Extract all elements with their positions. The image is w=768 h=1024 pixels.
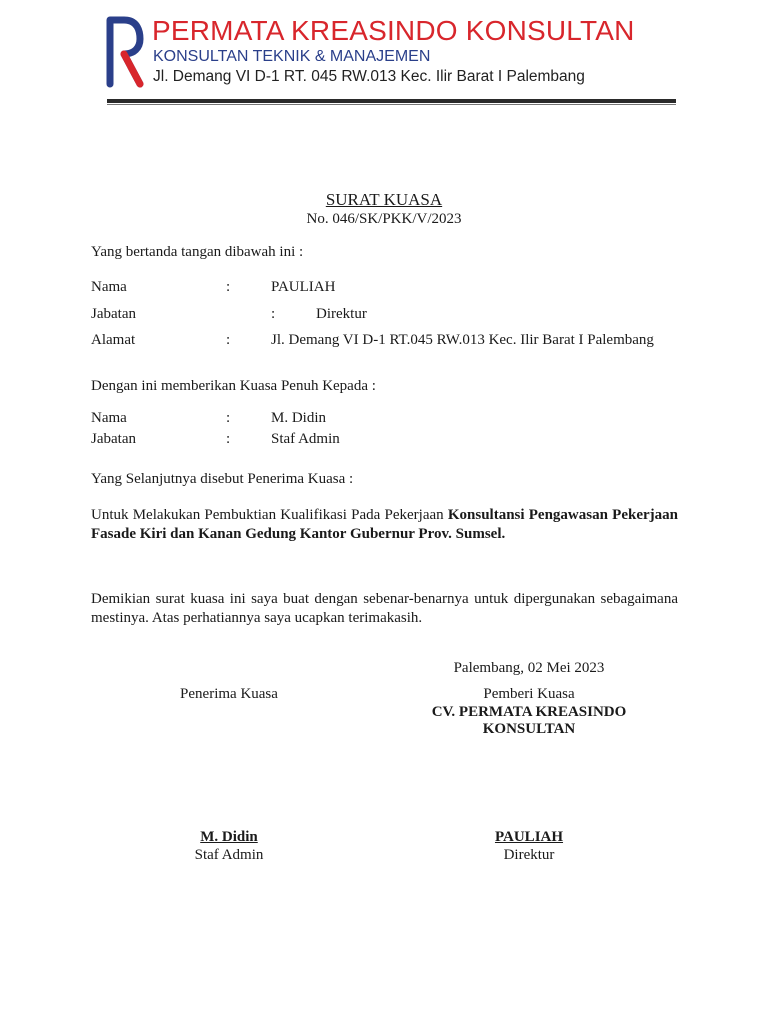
grantor-position-colon: :	[271, 306, 276, 322]
grantor-address-label: Alamat	[91, 332, 136, 348]
grantee-name-value: M. Didin	[271, 410, 327, 426]
grant-statement: Dengan ini memberikan Kuasa Penuh Kepada :	[91, 378, 376, 394]
place-date: Palembang, 02 Mei 2023	[453, 660, 605, 676]
grantor-name-value: PAULIAH	[271, 279, 336, 295]
grantee-position-colon: :	[226, 431, 231, 447]
letterhead-divider-thin	[107, 104, 676, 105]
grantor-position-label: Jabatan	[91, 306, 136, 322]
grantee-note: Yang Selanjutnya disebut Penerima Kuasa :	[91, 471, 354, 487]
receiver-signatory-name: M. Didin	[200, 829, 258, 845]
closing-paragraph: Demikian surat kuasa ini saya buat dengan sebenar-benarnya untuk dipergunakan sebagaimana mestinya. Atas perhatiannya saya ucapkan terimakasih.	[91, 591, 678, 626]
document-title: SURAT KUASA	[325, 190, 443, 209]
grantor-position-value: Direktur	[316, 306, 367, 322]
receiver-heading: Penerima Kuasa	[180, 686, 278, 702]
giver-signatory-name: PAULIAH	[494, 829, 564, 845]
company-logo	[104, 12, 144, 88]
grantee-position-label: Jabatan	[91, 431, 136, 447]
grantee-name-colon: :	[226, 410, 231, 426]
giver-heading: Pemberi Kuasa	[483, 686, 575, 702]
grantee-name-label: Nama	[91, 410, 127, 426]
company-subtitle: KONSULTAN TEKNIK & MANAJEMEN	[153, 48, 431, 65]
giver-company-line2: KONSULTAN	[482, 721, 576, 737]
grantor-name-colon: :	[226, 279, 231, 295]
letterhead-divider	[107, 99, 676, 103]
giver-company-line1: CV. PERMATA KREASINDO	[431, 704, 627, 720]
purpose-project: Konsultansi Pengawasan Pekerjaan Fasade Kiri dan Kanan Gedung Kantor Gubernur Prov. Sumsel.	[91, 507, 678, 542]
grantor-address-value: Jl. Demang VI D-1 RT.045 RW.013 Kec. Ilir Barat I Palembang	[271, 332, 654, 348]
company-address: Jl. Demang VI D-1 RT. 045 RW.013 Kec. Ilir Barat I Palembang	[153, 68, 585, 85]
grantor-name-label: Nama	[91, 279, 127, 295]
document-number: No. 046/SK/PKK/V/2023	[306, 211, 462, 227]
purpose-prefix: Untuk Melakukan Pembuktian Kualifikasi Pada Pekerjaan	[91, 507, 448, 523]
receiver-signatory-position: Staf Admin	[194, 847, 264, 863]
giver-signatory-position: Direktur	[503, 847, 555, 863]
company-name: PERMATA KREASINDO KONSULTAN	[152, 15, 635, 46]
purpose-paragraph	[91, 506, 678, 544]
grantee-position-value: Staf Admin	[271, 431, 340, 447]
grantor-address-colon: :	[226, 332, 231, 348]
intro-text: Yang bertanda tangan dibawah ini :	[91, 244, 304, 260]
